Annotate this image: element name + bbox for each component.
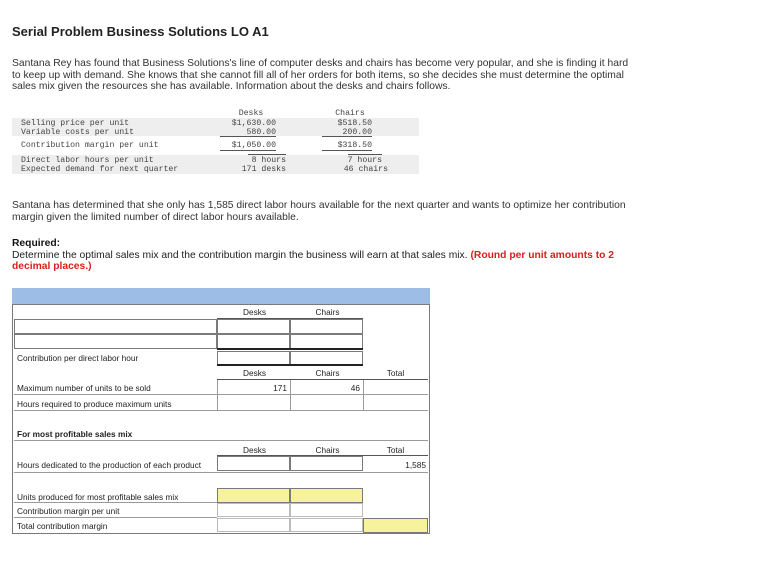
row-label-input-1[interactable]	[14, 319, 217, 334]
cm-per-hour-label: Contribution per direct labor hour	[17, 353, 139, 363]
info-row-label: Expected demand for next quarter	[21, 165, 179, 174]
col-header-desks-2: Desks	[242, 368, 267, 378]
chairs-cm-per-unit[interactable]	[290, 503, 363, 517]
total-hours-dedicated: 1,585	[405, 460, 426, 470]
intro-line: Santana Rey has found that Business Solutions's line of computer desks and chairs has become very popular, and she is finding it hard	[12, 58, 629, 69]
desks-hours-dedicated[interactable]	[217, 456, 290, 471]
units-produced-label: Units produced for most profitable sales mix	[17, 492, 179, 502]
info-col-desks: Desks	[238, 109, 264, 118]
max-units-desks: 171	[273, 383, 287, 393]
col-header-chairs: Chairs	[315, 307, 340, 317]
chairs-hours-dedicated[interactable]	[290, 456, 363, 471]
profitable-mix-label: For most profitable sales mix	[17, 429, 133, 439]
desks-input-1[interactable]	[217, 319, 290, 334]
desks-cm-per-hour[interactable]	[217, 351, 290, 365]
desks-cm-per-unit[interactable]	[217, 503, 290, 517]
worksheet	[12, 288, 430, 534]
total-contribution-margin[interactable]	[363, 518, 428, 533]
col-header-desks-3: Desks	[242, 445, 267, 455]
hours-required-label: Hours required to produce maximum units	[17, 399, 172, 409]
cm-per-unit-label: Contribution margin per unit	[17, 506, 120, 516]
chairs-hours-required[interactable]	[290, 396, 363, 410]
info-row-desks: $1,630.00	[231, 119, 276, 128]
info-row-desks: $1,050.00	[231, 141, 276, 150]
info-row-chairs: 46 chairs	[343, 165, 388, 174]
info-row-desks: 580.00	[246, 128, 276, 137]
required-section	[12, 238, 614, 273]
info-row-chairs: 200.00	[342, 128, 372, 137]
desks-hours-required[interactable]	[217, 396, 290, 410]
chairs-total-cm[interactable]	[290, 518, 363, 532]
product-info-table	[12, 108, 419, 176]
total-hours-required[interactable]	[363, 396, 428, 410]
constraint-line: Santana has determined that she only has 1,585 direct labor hours available for the next quarter and wants to optimize her contribution	[12, 200, 626, 211]
worksheet-header-bar	[12, 288, 430, 304]
info-row-label: Contribution margin per unit	[21, 141, 159, 150]
page-title: Serial Problem Business Solutions LO A1	[12, 24, 269, 39]
intro-line: to keep up with demand. She knows that she cannot fill all of her orders for both items, so she decides she must determine the optimal	[12, 69, 624, 81]
info-row-chairs: $518.50	[337, 119, 372, 128]
desks-total-cm[interactable]	[217, 518, 290, 532]
chairs-input-2[interactable]	[290, 334, 363, 349]
desks-input-2[interactable]	[217, 334, 290, 349]
info-row-desks: 171 desks	[241, 165, 286, 174]
info-row-label: Variable costs per unit	[21, 128, 135, 137]
hours-dedicated-label: Hours dedicated to the production of each product	[17, 460, 202, 470]
chairs-cm-per-hour[interactable]	[290, 351, 363, 365]
desks-units-produced[interactable]	[217, 488, 290, 503]
max-units-chairs: 46	[350, 383, 360, 393]
intro-paragraph	[12, 58, 628, 93]
row-label-input-2[interactable]	[14, 334, 217, 349]
info-row-chairs: $318.50	[337, 141, 372, 150]
col-header-total-3: Total	[386, 445, 405, 455]
rounding-note-cont: decimal places.)	[12, 261, 92, 272]
chairs-input-1[interactable]	[290, 319, 363, 334]
constraint-line: margin given the limited number of direct labor hours available.	[12, 211, 299, 223]
info-row-label: Selling price per unit	[21, 119, 130, 128]
info-row-desks: 8 hours	[251, 156, 286, 165]
info-row-label: Direct labor hours per unit	[21, 156, 154, 165]
max-units-label: Maximum number of units to be sold	[17, 383, 151, 393]
info-row-chairs: 7 hours	[347, 156, 382, 165]
rounding-note: (Round per unit amounts to 2	[470, 249, 615, 261]
intro-line: sales mix given the resources she has available. Information about the desks and chairs follows.	[12, 81, 451, 92]
col-header-chairs-2: Chairs	[315, 368, 340, 378]
info-col-chairs: Chairs	[335, 109, 365, 118]
required-label: Required:	[12, 238, 61, 249]
chairs-units-produced[interactable]	[290, 488, 363, 503]
col-header-total-2: Total	[386, 368, 405, 378]
total-cm-label: Total contribution margin	[17, 521, 108, 531]
col-header-desks: Desks	[242, 307, 267, 317]
required-text: Determine the optimal sales mix and the contribution margin the business will earn at that sales mix.	[12, 249, 468, 261]
col-header-chairs-3: Chairs	[315, 445, 340, 455]
constraint-paragraph	[12, 200, 626, 223]
